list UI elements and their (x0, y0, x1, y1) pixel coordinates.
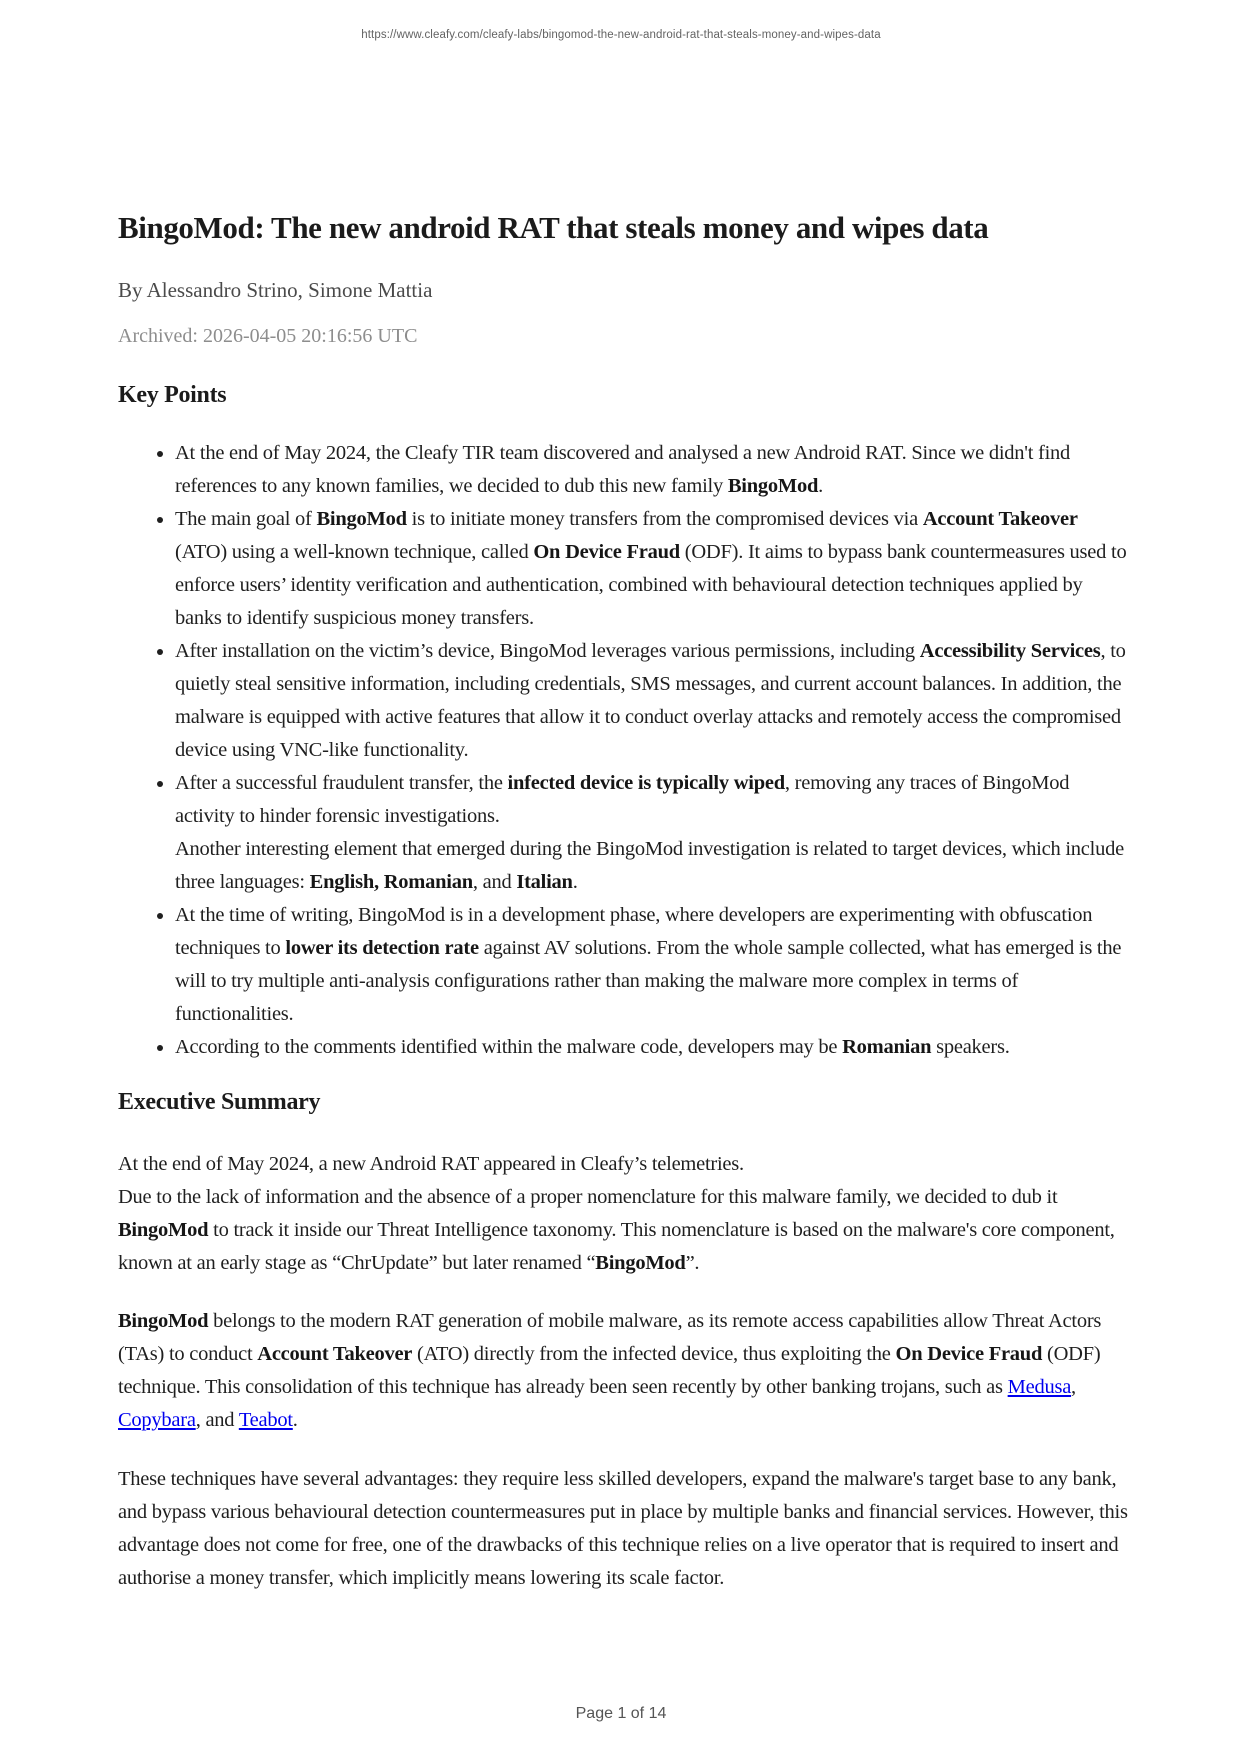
text-run: At the end of May 2024, the Cleafy TIR team discovered and analysed a new Android RAT. Since we didn't find references to any known families, we decided to dub this new family (175, 442, 1071, 497)
emphasis-text: BingoMod (118, 1219, 209, 1241)
article-title: BingoMod: The new android RAT that steals money and wipes data (118, 210, 989, 245)
summary-paragraph (118, 1463, 1128, 1595)
emphasis-text: Italian (516, 871, 573, 893)
text-run: , (1071, 1376, 1076, 1398)
text-run: (ATO) directly from the infected device, thus exploiting the (412, 1343, 896, 1365)
text-run: (ODF) technique. This consolidation of this technique has already been seen recently by other banking trojans, such as (118, 1343, 1101, 1398)
emphasis-text: BingoMod (316, 508, 407, 530)
text-run: After installation on the victim’s device, BingoMod leverages various permissions, including (175, 640, 920, 662)
emphasis-text: BingoMod (118, 1310, 209, 1332)
emphasis-text: Romanian (842, 1036, 932, 1058)
section-heading-key-points: Key Points (118, 382, 227, 408)
emphasis-text: On Device Fraud (895, 1343, 1043, 1365)
emphasis-text: Account Takeover (257, 1343, 413, 1365)
byline: By Alessandro Strino, Simone Mattia (118, 278, 433, 302)
emphasis-text: BingoMod (595, 1252, 686, 1274)
text-run: . (818, 475, 823, 497)
link-copybara[interactable]: Copybara (118, 1409, 196, 1431)
text-run: ”. (685, 1252, 700, 1274)
key-points-list (118, 437, 1128, 1064)
text-run: . (572, 871, 578, 893)
text-run: These techniques have several advantages: they require less skilled developers, expand the malware's target base to any bank, and bypass various behavioural detection countermeasures put in place by multiple banks and financial services. However, this advantage does not come for free, one of the drawbacks of this technique relies on a live operator that is required to insert and authorise a money transfer, which implicitly means lowering its scale factor. (118, 1468, 1128, 1589)
emphasis-text: Account Takeover (922, 508, 1078, 530)
text-run: After a successful fraudulent transfer, the (175, 772, 508, 794)
key-point-item (175, 635, 1128, 767)
text-run: , and (472, 871, 517, 893)
emphasis-text: infected device is typically wiped (507, 772, 785, 794)
key-point-item (175, 437, 1128, 503)
link-teabot[interactable]: Teabot (238, 1409, 293, 1431)
text-run: , and (195, 1409, 239, 1431)
emphasis-text: On Device Fraud (533, 541, 680, 563)
article-content (118, 0, 1128, 1595)
key-point-item (175, 899, 1128, 1031)
text-run: is to initiate money transfers from the compromised devices via (406, 508, 923, 530)
text-run: , removing any traces of BingoMod activity to hinder forensic investigations. (175, 772, 1070, 827)
text-run: At the end of May 2024, a new Android RAT appeared in Cleafy’s telemetries. (118, 1153, 744, 1175)
key-point-item (175, 1031, 1128, 1064)
emphasis-text: lower its detection rate (285, 937, 479, 959)
emphasis-text: English, Romanian (309, 871, 473, 893)
summary-paragraph (118, 1148, 1128, 1280)
text-run: . (292, 1409, 298, 1431)
text-run: According to the comments identified within the malware code, developers may be (175, 1036, 843, 1058)
text-run: speakers. (931, 1036, 1010, 1058)
summary-paragraph (118, 1305, 1128, 1437)
page-number: Page 1 of 14 (575, 1705, 667, 1722)
text-run: , to quietly steal sensitive information, including credentials, SMS messages, and current account balances. In addition, the malware is equipped with active features that allow it to conduct overlay attacks and remotely access the compromised device using VNC-like functionality. (175, 640, 1126, 761)
text-run: The main goal of (175, 508, 317, 530)
archive-url: https://www.cleafy.com/cleafy-labs/bingomod-the-new-android-rat-that-steals-money-and-wipes-data (361, 29, 881, 41)
text-run: Another interesting element that emerged during the BingoMod investigation is related to target devices, which include three languages: (175, 838, 1124, 893)
text-run: against AV solutions. From the whole sample collected, what has emerged is the will to try multiple anti-analysis configurations rather than making the malware more complex in terms of functionalities. (175, 937, 1122, 1025)
key-point-item (175, 503, 1128, 635)
text-run: to track it inside our Threat Intelligence taxonomy. This nomenclature is based on the malware's core component, known at an early stage as “ChrUpdate” but later renamed “ (118, 1219, 1115, 1274)
section-heading-executive-summary: Executive Summary (118, 1089, 321, 1115)
text-run: At the time of writing, BingoMod is in a development phase, where developers are experimenting with obfuscation techniques to (175, 904, 1093, 959)
emphasis-text: BingoMod (727, 475, 819, 497)
link-medusa[interactable]: Medusa (1007, 1376, 1072, 1398)
text-run: belongs to the modern RAT generation of mobile malware, as its remote access capabilities allow Threat Actors (TAs) to conduct (118, 1310, 1102, 1365)
text-run: Due to the lack of information and the absence of a proper nomenclature for this malware family, we decided to dub it (118, 1186, 1058, 1208)
archived-timestamp: Archived: 2026-04-05 20:16:56 UTC (118, 325, 418, 347)
text-run: (ODF). It aims to bypass bank countermeasures used to enforce users’ identity verification and authentication, combined with behavioural detection techniques applied by banks to identify suspicious money transfers. (175, 541, 1127, 629)
emphasis-text: Accessibility Services (919, 640, 1101, 662)
key-point-item (175, 767, 1128, 899)
text-run: (ATO) using a well-known technique, called (175, 541, 534, 563)
